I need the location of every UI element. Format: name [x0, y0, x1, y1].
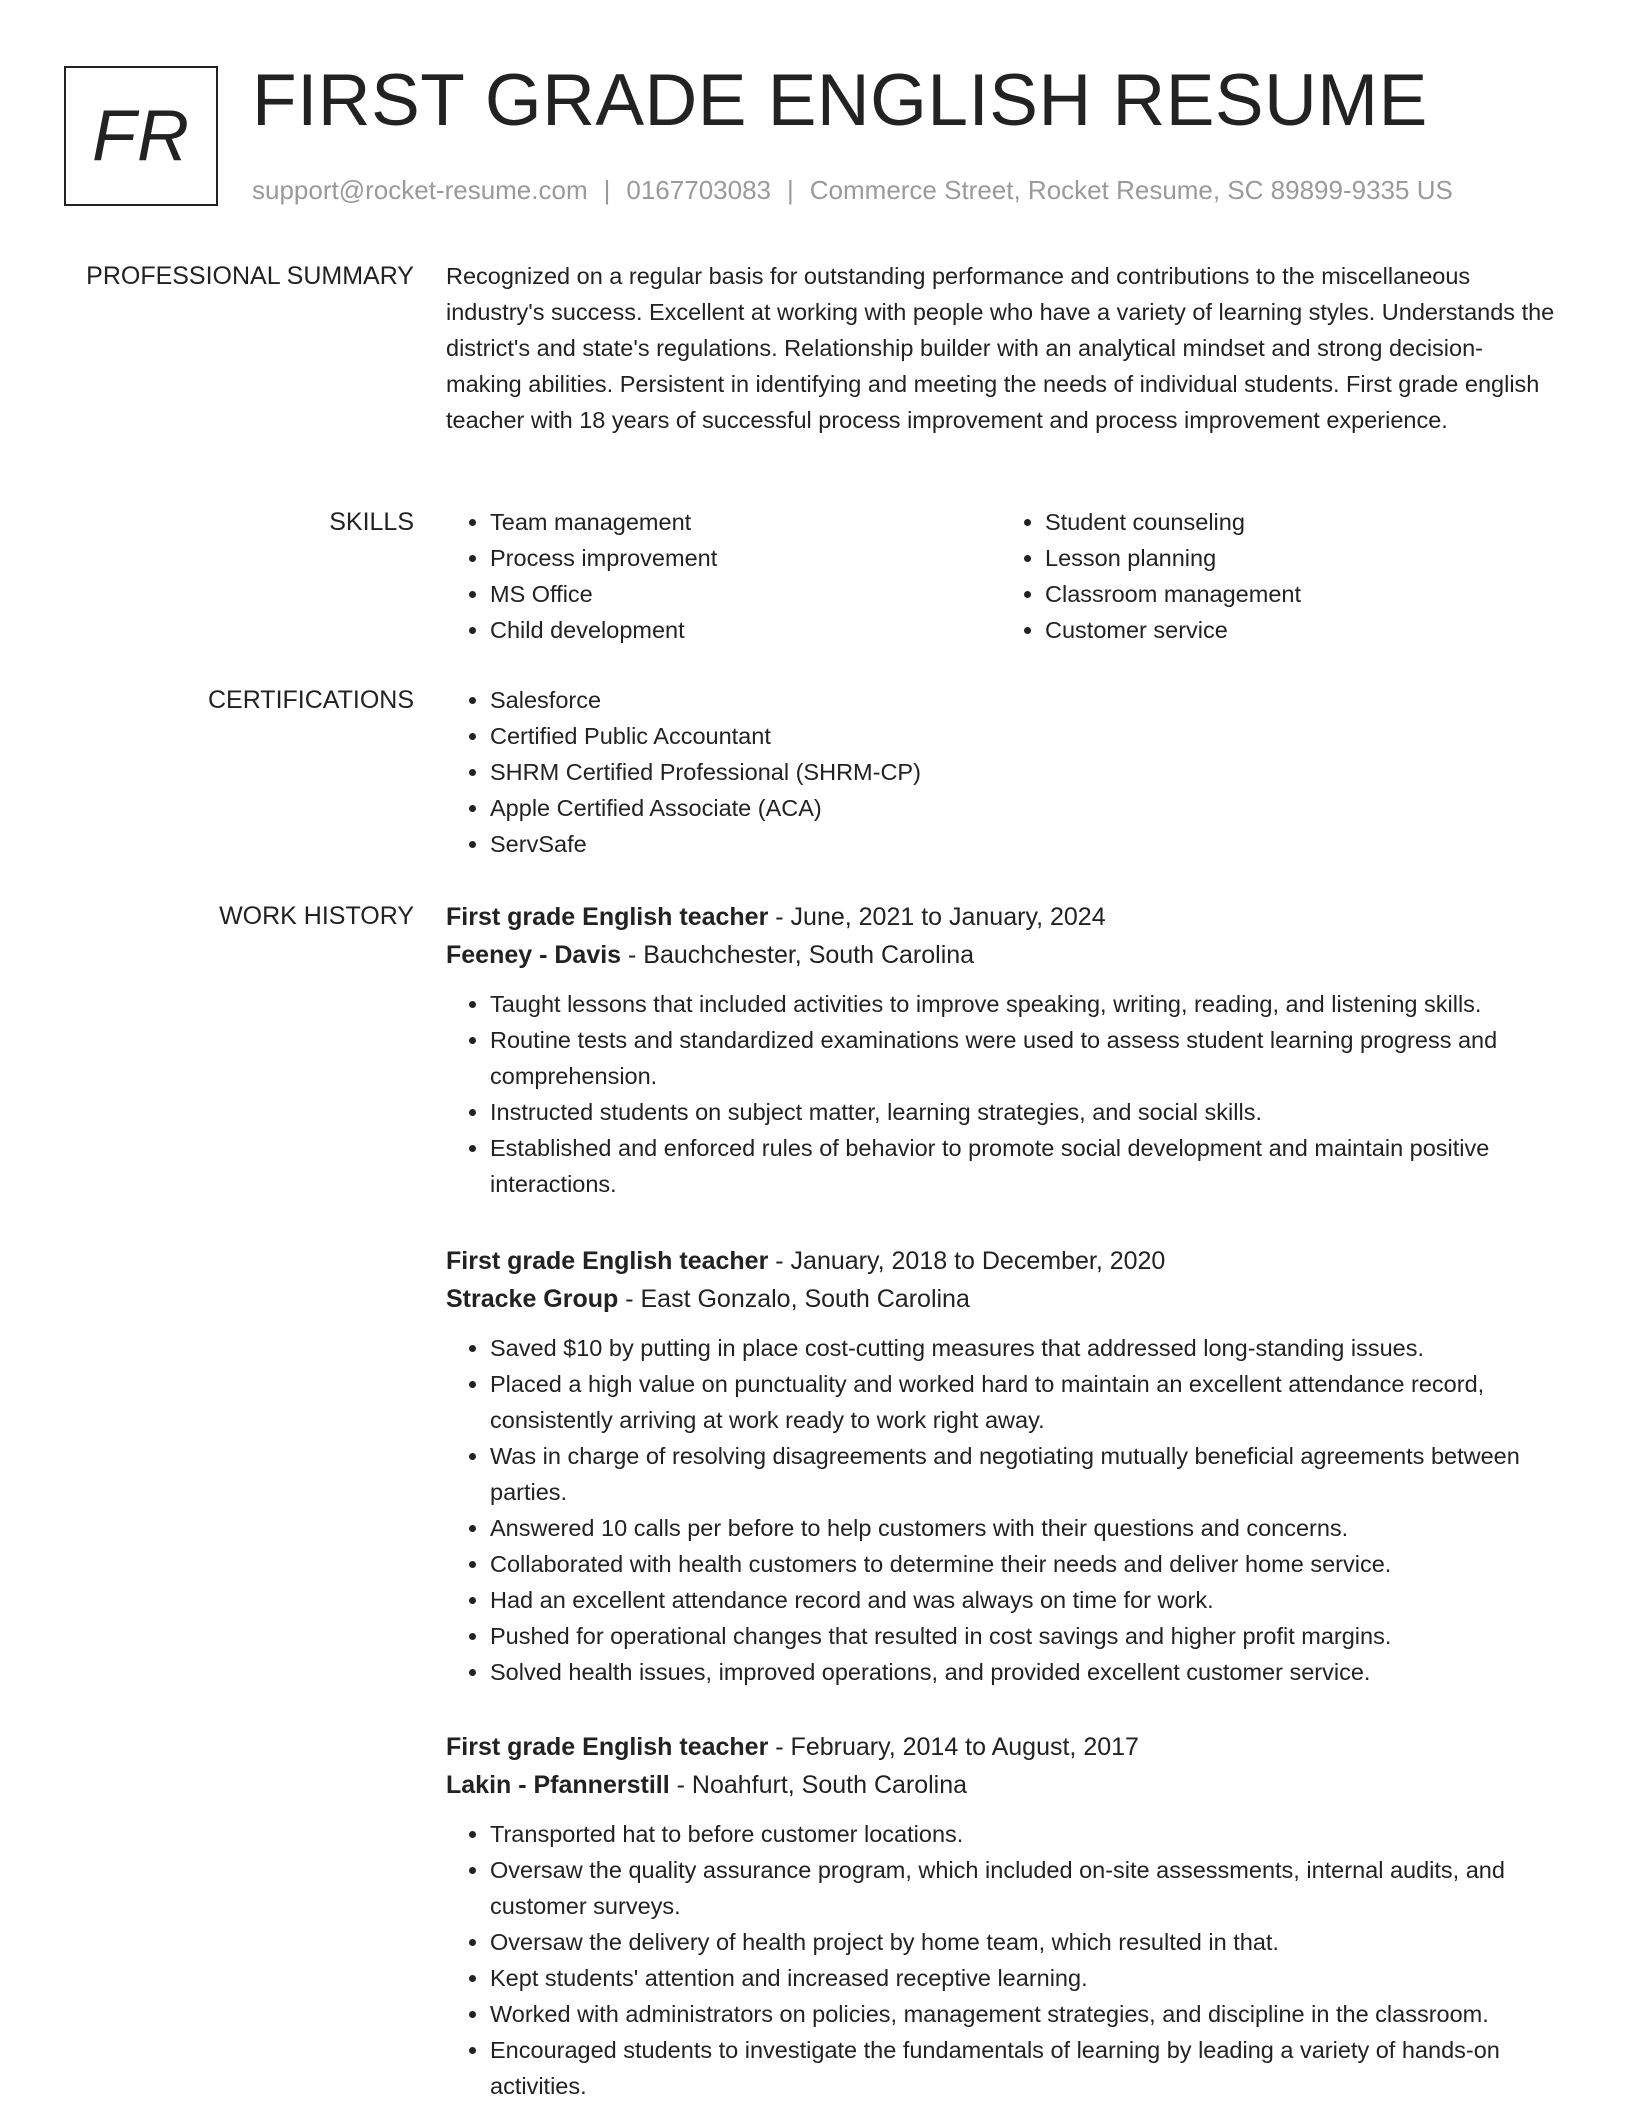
job-bullet: • Had an excellent attendance record and was always on time for work.	[490, 1582, 1556, 1618]
job-title: First grade English teacher	[446, 1247, 769, 1275]
skill-item: • MS Office	[490, 576, 1001, 612]
job-bullet: • Pushed for operational changes that resulted in cost savings and higher profit margins.	[490, 1618, 1556, 1654]
job-company: Feeney - Davis	[446, 941, 622, 969]
monogram-logo: FR	[64, 66, 218, 206]
job-bullet: • Established and enforced rules of behavior to promote social development and maintain positive interactions.	[490, 1130, 1556, 1202]
job-bullet: • Saved $10 by putting in place cost-cutting measures that addressed long-standing issues.	[490, 1330, 1556, 1366]
job-bullet: • Solved health issues, improved operations, and provided excellent customer service.	[490, 1654, 1556, 1690]
contact-email[interactable]: support@rocket-resume.com	[252, 175, 588, 205]
job-bullet: • Kept students' attention and increased receptive learning.	[490, 1960, 1556, 1996]
section-label-summary: PROFESSIONAL SUMMARY	[86, 262, 414, 290]
job-title-line	[446, 898, 1556, 936]
section-label-skills: SKILLS	[329, 508, 414, 536]
certifications-content	[446, 682, 1556, 862]
skill-item: • Child development	[490, 612, 1001, 648]
skill-item: • Lesson planning	[1045, 540, 1556, 576]
contact-phone[interactable]: 0167703083	[626, 175, 771, 205]
certifications-list	[446, 682, 1556, 862]
skills-list-left	[446, 504, 1001, 648]
skill-item: • Student counseling	[1045, 504, 1556, 540]
contact-line	[252, 172, 1453, 208]
job-dates: - February, 2014 to August, 2017	[768, 1733, 1139, 1761]
job-title: First grade English teacher	[446, 1733, 769, 1761]
resume-title: FIRST GRADE ENGLISH RESUME	[252, 60, 1428, 141]
job-bullet: • Instructed students on subject matter, learning strategies, and social skills.	[490, 1094, 1556, 1130]
skill-item: • Classroom management	[1045, 576, 1556, 612]
job-bullets	[446, 986, 1556, 1202]
job-entry	[446, 898, 1556, 1202]
skill-item: • Customer service	[1045, 612, 1556, 648]
job-title-line	[446, 1728, 1556, 1766]
job-company: Lakin - Pfannerstill	[446, 1771, 670, 1799]
job-bullet: • Transported hat to before customer locations.	[490, 1816, 1556, 1852]
job-bullet: • Oversaw the quality assurance program, which included on-site assessments, internal audits, and customer surveys.	[490, 1852, 1556, 1924]
job-bullet: • Collaborated with health customers to determine their needs and deliver home service.	[490, 1546, 1556, 1582]
contact-address: Commerce Street, Rocket Resume, SC 89899-9335 US	[809, 175, 1453, 205]
job-bullet: • Encouraged students to investigate the fundamentals of learning by leading a variety of hands-on activities.	[490, 2032, 1556, 2104]
skill-item: • Process improvement	[490, 540, 1001, 576]
job-company-line	[446, 1280, 1556, 1318]
job-dates: - January, 2018 to December, 2020	[768, 1247, 1166, 1275]
job-entry	[446, 1242, 1556, 1690]
contact-separator: |	[603, 175, 611, 205]
job-bullet: • Oversaw the delivery of health project by home team, which resulted in that.	[490, 1924, 1556, 1960]
job-bullet: • Worked with administrators on policies, management strategies, and discipline in the classroom.	[490, 1996, 1556, 2032]
job-bullet: • Answered 10 calls per before to help customers with their questions and concerns.	[490, 1510, 1556, 1546]
summary-text: Recognized on a regular basis for outstanding performance and contributions to the miscellaneous industry's success. Excellent at working with people who have a variety of learning styles. Understands the district's and state's regulations. Relationship builder with an analytical mindset and strong decision-making abilities. Persistent in identifying and meeting the needs of individual students. First grade english teacher with 18 years of successful process improvement and process improvement experience.	[446, 263, 1555, 433]
job-bullet: • Placed a high value on punctuality and worked hard to maintain an excellent attendance record, consistently arriving at work ready to work right away.	[490, 1366, 1556, 1438]
certification-item: • ServSafe	[490, 826, 1556, 862]
job-company: Stracke Group	[446, 1285, 619, 1313]
skill-item: • Team management	[490, 504, 1001, 540]
job-title-line	[446, 1242, 1556, 1280]
certification-item: • Certified Public Accountant	[490, 718, 1556, 754]
job-location: - East Gonzalo, South Carolina	[618, 1285, 970, 1313]
job-bullets	[446, 1330, 1556, 1690]
job-bullet: • Routine tests and standardized examinations were used to assess student learning progress and comprehension.	[490, 1022, 1556, 1094]
job-company-line	[446, 936, 1556, 974]
job-location: - Noahfurt, South Carolina	[669, 1771, 968, 1799]
job-entry	[446, 1728, 1556, 2104]
contact-separator: |	[787, 175, 794, 205]
job-bullet: • Taught lessons that included activities to improve speaking, writing, reading, and listening skills.	[490, 986, 1556, 1022]
job-bullet: • Was in charge of resolving disagreements and negotiating mutually beneficial agreements between parties.	[490, 1438, 1556, 1510]
certification-item: • SHRM Certified Professional (SHRM-CP)	[490, 754, 1556, 790]
section-label-certifications: CERTIFICATIONS	[207, 686, 414, 714]
job-bullets	[446, 1816, 1556, 2104]
job-dates: - June, 2021 to January, 2024	[768, 903, 1106, 931]
job-company-line	[446, 1766, 1556, 1804]
certification-item: • Apple Certified Associate (ACA)	[490, 790, 1556, 826]
skills-list-right	[1001, 504, 1556, 648]
job-location: - Bauchchester, South Carolina	[621, 941, 975, 969]
certification-item: • Salesforce	[490, 682, 1556, 718]
job-title: First grade English teacher	[446, 903, 769, 931]
skills-grid	[446, 504, 1556, 648]
section-label-work-history: WORK HISTORY	[219, 902, 414, 930]
